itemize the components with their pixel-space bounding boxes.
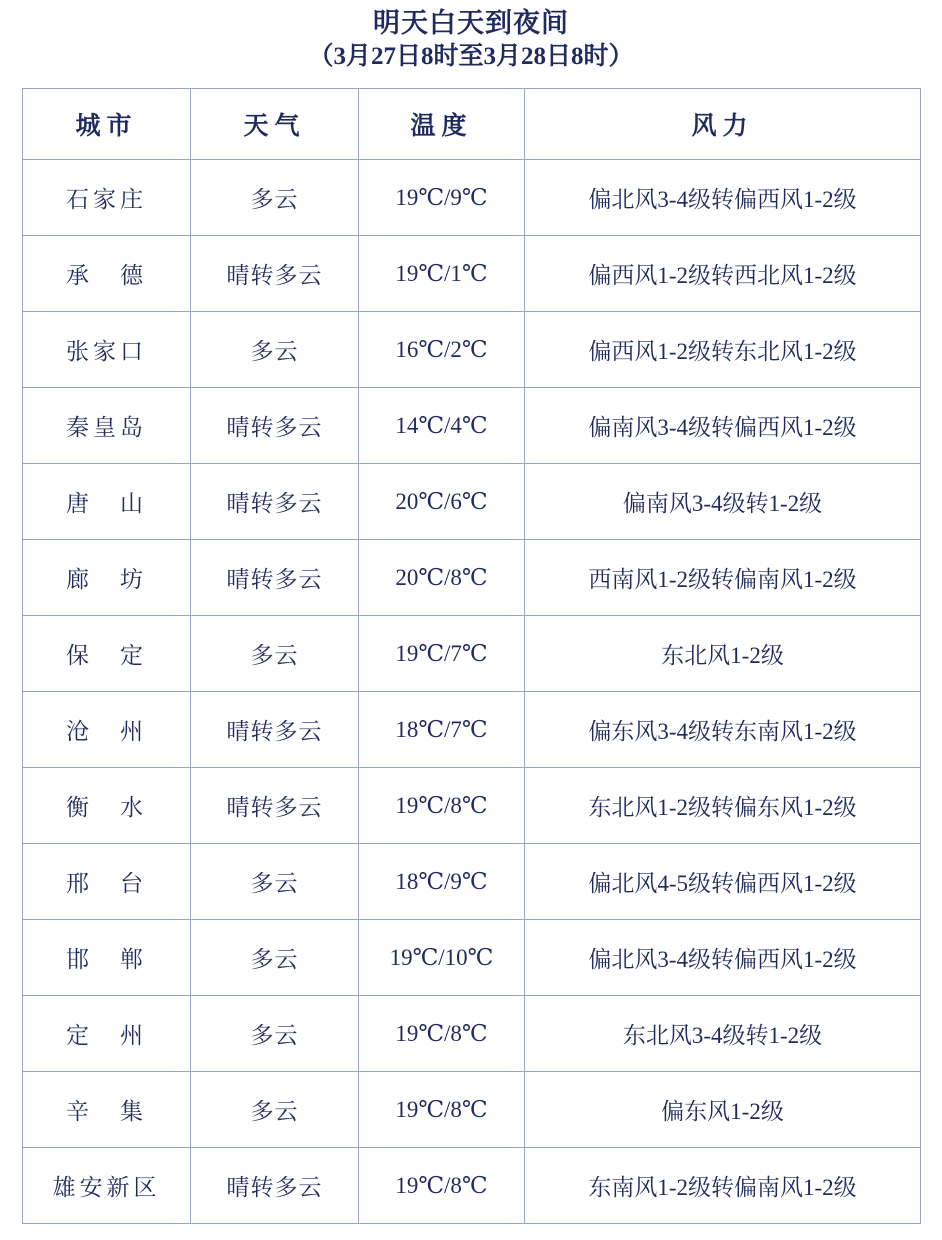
cell-wind: 东北风1-2级转偏东风1-2级 (525, 768, 921, 844)
cell-weather: 多云 (191, 1072, 359, 1148)
cell-city: 衡 水 (23, 768, 191, 844)
cell-weather: 多云 (191, 312, 359, 388)
cell-wind: 偏西风1-2级转西北风1-2级 (525, 236, 921, 312)
column-header-temperature: 温度 (359, 89, 525, 160)
column-header-wind: 风力 (525, 89, 921, 160)
cell-weather: 多云 (191, 844, 359, 920)
cell-wind: 偏东风1-2级 (525, 1072, 921, 1148)
page-title: 明天白天到夜间 (373, 8, 569, 38)
cell-weather: 晴转多云 (191, 540, 359, 616)
table-row (23, 540, 921, 616)
column-header-weather: 天气 (191, 89, 359, 160)
column-header-city: 城市 (23, 89, 191, 160)
cell-city: 保 定 (23, 616, 191, 692)
cell-temperature: 19℃/9℃ (359, 160, 525, 236)
cell-city: 石家庄 (23, 160, 191, 236)
cell-wind: 东北风1-2级 (525, 616, 921, 692)
cell-temperature: 14℃/4℃ (359, 388, 525, 464)
cell-city: 辛 集 (23, 1072, 191, 1148)
table-header-row (23, 89, 921, 160)
cell-city: 承 德 (23, 236, 191, 312)
cell-city: 廊 坊 (23, 540, 191, 616)
cell-wind: 偏北风3-4级转偏西风1-2级 (525, 920, 921, 996)
cell-wind: 东北风3-4级转1-2级 (525, 996, 921, 1072)
cell-wind: 偏西风1-2级转东北风1-2级 (525, 312, 921, 388)
cell-city: 张家口 (23, 312, 191, 388)
cell-city: 邢 台 (23, 844, 191, 920)
table-row (23, 844, 921, 920)
page-subtitle: （3月27日8时至3月28日8时） (308, 43, 634, 70)
cell-wind: 偏北风3-4级转偏西风1-2级 (525, 160, 921, 236)
table-row (23, 996, 921, 1072)
cell-temperature: 16℃/2℃ (359, 312, 525, 388)
cell-temperature: 19℃/8℃ (359, 1072, 525, 1148)
cell-city: 定 州 (23, 996, 191, 1072)
cell-temperature: 19℃/10℃ (359, 920, 525, 996)
cell-temperature: 20℃/6℃ (359, 464, 525, 540)
cell-temperature: 19℃/8℃ (359, 768, 525, 844)
cell-temperature: 18℃/9℃ (359, 844, 525, 920)
cell-wind: 偏北风4-5级转偏西风1-2级 (525, 844, 921, 920)
bottom-spacer (0, 1224, 942, 1240)
cell-wind: 偏东风3-4级转东南风1-2级 (525, 692, 921, 768)
table-row (23, 312, 921, 388)
cell-city: 雄安新区 (23, 1148, 191, 1224)
cell-weather: 多云 (191, 160, 359, 236)
table-header (23, 89, 921, 160)
table-row (23, 616, 921, 692)
cell-weather: 晴转多云 (191, 692, 359, 768)
cell-weather: 晴转多云 (191, 236, 359, 312)
cell-weather: 多云 (191, 920, 359, 996)
cell-temperature: 20℃/8℃ (359, 540, 525, 616)
cell-wind: 偏南风3-4级转1-2级 (525, 464, 921, 540)
cell-temperature: 19℃/7℃ (359, 616, 525, 692)
table-row (23, 920, 921, 996)
cell-weather: 多云 (191, 996, 359, 1072)
cell-temperature: 19℃/8℃ (359, 1148, 525, 1224)
cell-temperature: 18℃/7℃ (359, 692, 525, 768)
cell-weather: 晴转多云 (191, 464, 359, 540)
table-row (23, 464, 921, 540)
cell-weather: 晴转多云 (191, 768, 359, 844)
cell-wind: 东南风1-2级转偏南风1-2级 (525, 1148, 921, 1224)
cell-wind: 西南风1-2级转偏南风1-2级 (525, 540, 921, 616)
table-row (23, 692, 921, 768)
table-row (23, 388, 921, 464)
table-row (23, 160, 921, 236)
title-block (0, 0, 942, 74)
cell-city: 邯 郸 (23, 920, 191, 996)
cell-temperature: 19℃/8℃ (359, 996, 525, 1072)
cell-temperature: 19℃/1℃ (359, 236, 525, 312)
cell-wind: 偏南风3-4级转偏西风1-2级 (525, 388, 921, 464)
forecast-table (22, 88, 921, 1224)
table-body (23, 160, 921, 1224)
cell-weather: 晴转多云 (191, 1148, 359, 1224)
cell-city: 唐 山 (23, 464, 191, 540)
cell-weather: 多云 (191, 616, 359, 692)
table-row (23, 1072, 921, 1148)
table-row (23, 1148, 921, 1224)
cell-city: 秦皇岛 (23, 388, 191, 464)
table-row (23, 236, 921, 312)
forecast-table-wrap (22, 88, 920, 1224)
table-row (23, 768, 921, 844)
cell-weather: 晴转多云 (191, 388, 359, 464)
cell-city: 沧 州 (23, 692, 191, 768)
